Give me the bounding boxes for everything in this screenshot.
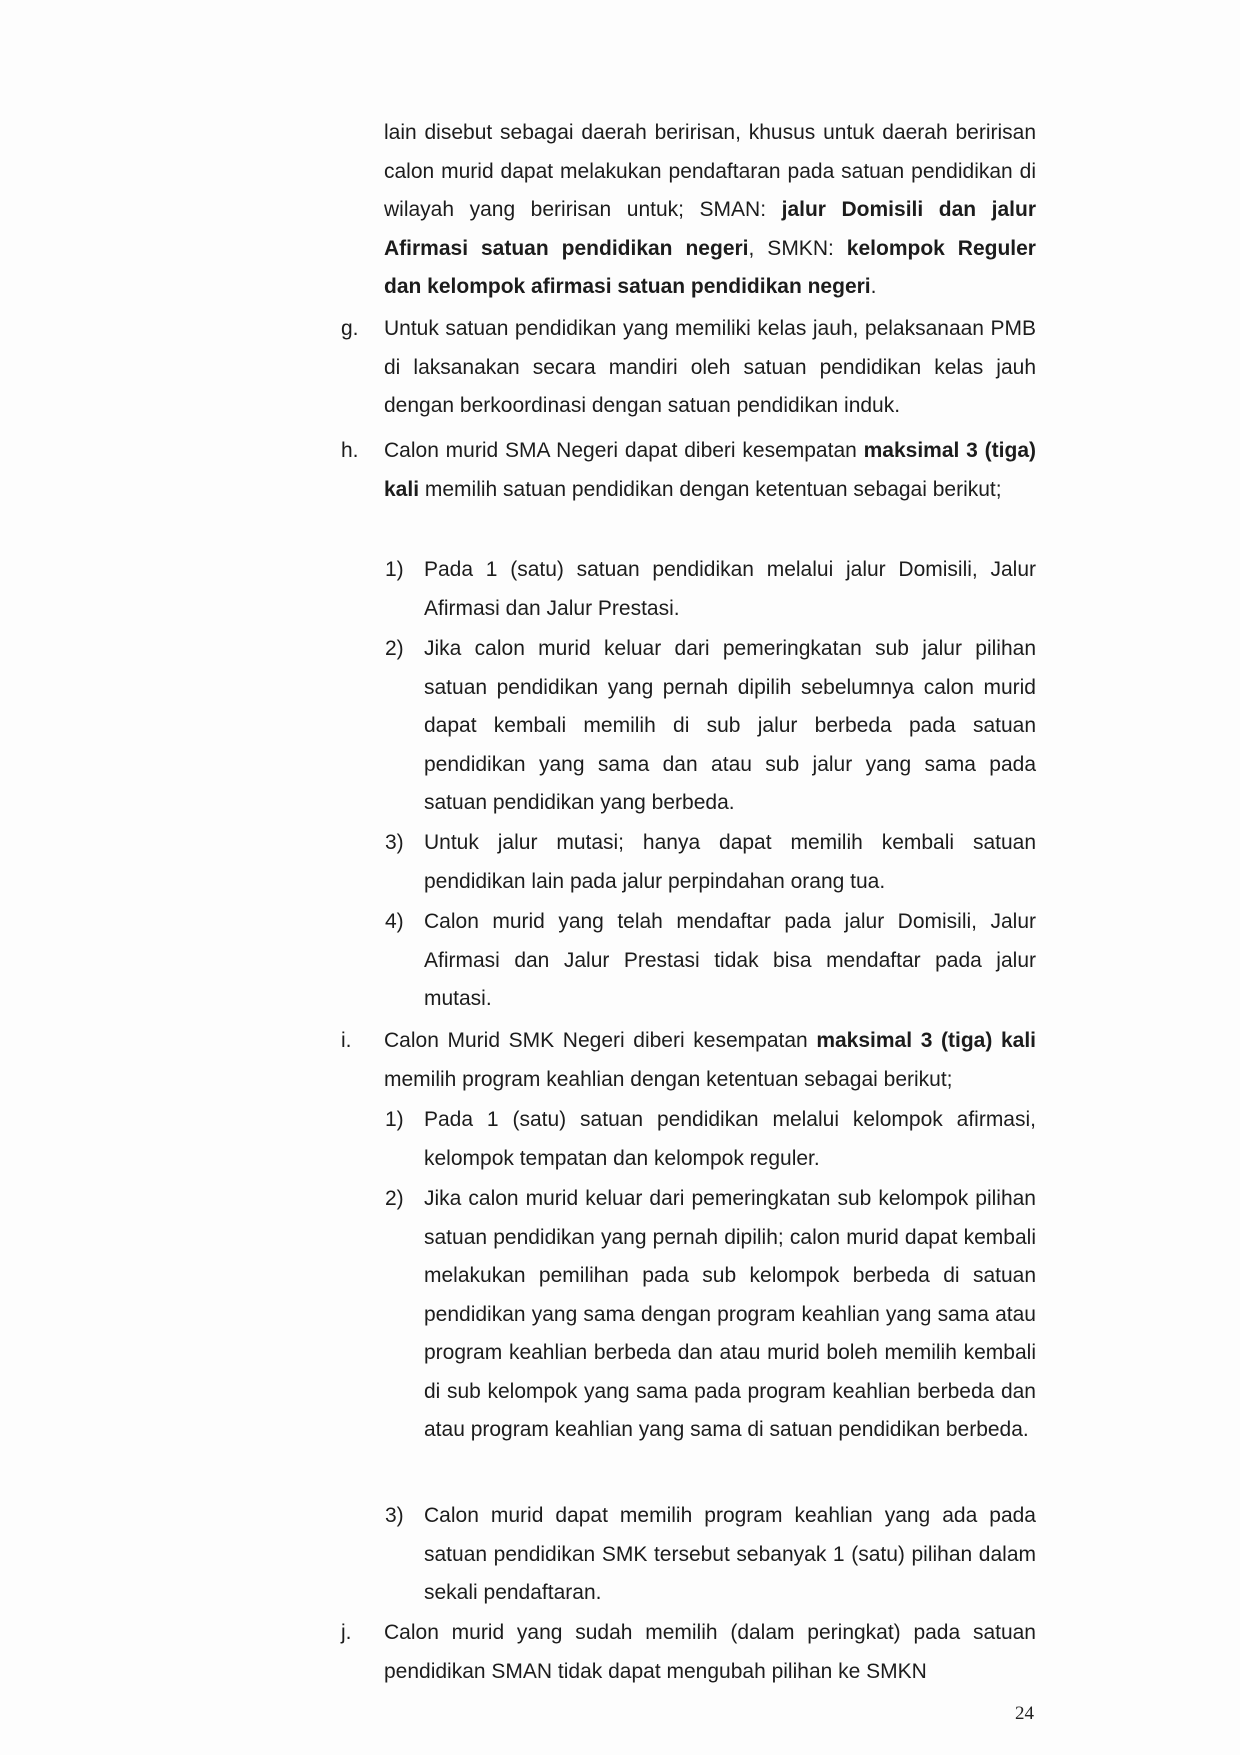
sub-item-text: Pada 1 (satu) satuan pendidikan melalui kelompok afirmasi, kelompok tempatan dan kelompok reguler. <box>424 1108 1036 1170</box>
text-run: . <box>870 275 877 298</box>
sub-item-text: Jika calon murid keluar dari pemeringkatan sub jalur pilihan satuan pendidikan yang pernah dipilih sebelumnya calon murid dapat kembali memilih di sub jalur berbeda pada satuan pendidikan yang sama dan atau sub jalur yang sama pada satuan pendidikan yang berbeda. <box>424 637 1036 814</box>
sub-list-marker: 3) <box>385 831 404 854</box>
sub-list-marker: 1) <box>385 1108 404 1131</box>
bold-run: jalur Domisili dan jalur Afirmasi satuan pendidikan negeri <box>384 198 1036 260</box>
sub-list-marker: 4) <box>385 910 404 933</box>
sub-list-marker: 1) <box>385 558 404 581</box>
text-run: Calon murid yang sudah memilih (dalam peringkat) pada satuan pendidikan SMAN tidak dapat mengubah pilihan ke SMKN <box>384 1621 1036 1683</box>
list-marker: g. <box>341 317 359 340</box>
text-run: Calon Murid SMK Negeri diberi kesempatan <box>384 1029 817 1052</box>
sub-list-marker: 2) <box>385 637 404 660</box>
page-number: 24 <box>1015 1703 1034 1724</box>
text-run: memilih satuan pendidikan dengan ketentuan sebagai berikut; <box>419 477 1002 501</box>
sub-item-text: Untuk jalur mutasi; hanya dapat memilih kembali satuan pendidikan lain pada jalur perpindahan orang tua. <box>424 831 1036 893</box>
continuation-paragraph <box>384 114 1036 307</box>
list-marker: j. <box>341 1621 352 1644</box>
bold-run: maksimal 3 (tiga) kali <box>816 1029 1036 1052</box>
list-item-text <box>384 310 1036 426</box>
bold-run: maksimal 3 (tiga) kali <box>384 439 1036 501</box>
bold-run: kelompok Reguler dan kelompok afirmasi satuan pendidikan negeri <box>384 236 1036 298</box>
sub-list-marker: 3) <box>385 1504 404 1527</box>
text-run: lain disebut sebagai daerah beririsan, khusus untuk daerah beririsan calon murid dapat melakukan pendaftaran pada satuan pendidikan di wilayah yang beririsan untuk; SMAN: <box>384 121 1036 221</box>
sub-list-marker: 2) <box>385 1187 404 1210</box>
sub-item-text: Pada 1 (satu) satuan pendidikan melalui jalur Domisili, Jalur Afirmasi dan Jalur Prestasi. <box>424 558 1036 620</box>
text-run: Calon murid SMA Negeri dapat diberi kesempatan <box>384 439 864 462</box>
list-marker: h. <box>341 439 359 462</box>
list-item-text <box>384 1614 1036 1691</box>
sub-item-text: Calon murid yang telah mendaftar pada jalur Domisili, Jalur Afirmasi dan Jalur Prestasi tidak bisa mendaftar pada jalur mutasi. <box>424 910 1036 1010</box>
list-item-text <box>384 1022 1036 1099</box>
list-item-text <box>384 432 1036 509</box>
text-run: Untuk satuan pendidikan yang memiliki kelas jauh, pelaksanaan PMB di laksanakan secara mandiri oleh satuan pendidikan kelas jauh dengan berkoordinasi dengan satuan pendidikan induk. <box>384 317 1036 417</box>
list-marker: i. <box>341 1029 352 1052</box>
sub-item-text: Jika calon murid keluar dari pemeringkatan sub kelompok pilihan satuan pendidikan yang pernah dipilih; calon murid dapat kembali melakukan pemilihan pada sub kelompok berbeda di satuan pendidikan yang sama dengan program keahlian yang sama atau program keahlian berbeda dan atau murid boleh memilih kembali di sub kelompok yang sama pada program keahlian berbeda dan atau program keahlian yang sama di satuan pendidikan berbeda. <box>424 1187 1036 1441</box>
text-run: , SMKN: <box>748 236 847 260</box>
text-run: memilih program keahlian dengan ketentuan sebagai berikut; <box>384 1067 953 1091</box>
sub-item-text: Calon murid dapat memilih program keahlian yang ada pada satuan pendidikan SMK tersebut sebanyak 1 (satu) pilihan dalam sekali pendaftaran. <box>424 1504 1036 1604</box>
